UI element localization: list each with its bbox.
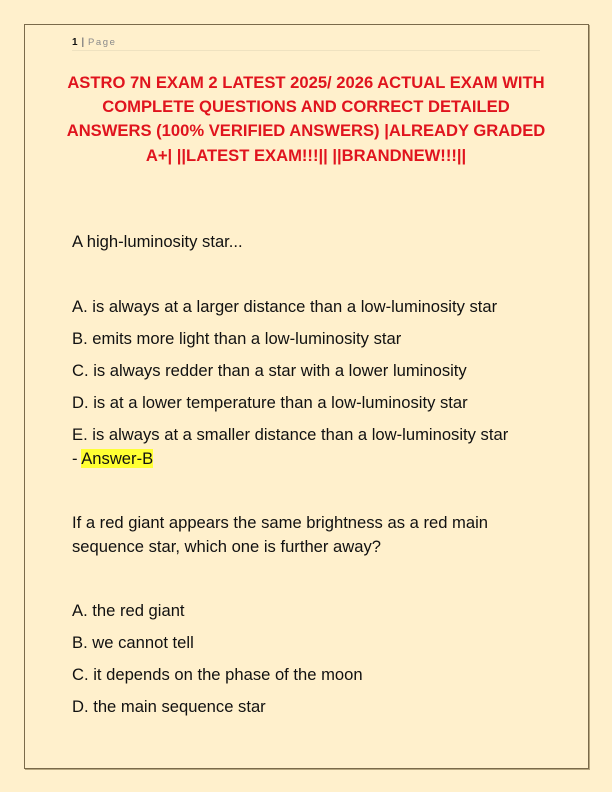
question-2-option-b: B. we cannot tell bbox=[72, 633, 194, 652]
question-1-option-b: B. emits more light than a low-luminosity star bbox=[72, 329, 402, 348]
question-1-option-e bbox=[72, 423, 517, 471]
question-1-stem: A high-luminosity star... bbox=[72, 232, 243, 251]
question-2-option-a: A. the red giant bbox=[72, 601, 185, 620]
question-1-option-d: D. is at a lower temperature than a low-luminosity star bbox=[72, 393, 468, 412]
header-separator: | bbox=[81, 37, 85, 48]
question-1-option-c: C. is always redder than a star with a lower luminosity bbox=[72, 361, 467, 380]
answer-highlight: Answer-B bbox=[81, 449, 154, 468]
page-number: 1 bbox=[72, 37, 78, 48]
document-title: ASTRO 7N EXAM 2 LATEST 2025/ 2026 ACTUAL EXAM WITH COMPLETE QUESTIONS AND CORRECT DETAILED ANSWERS (100% VERIFIED ANSWERS) |ALREADY GRADED A+| ||LATEST EXAM!!!|| ||BRANDNEW!!!|| bbox=[66, 73, 546, 165]
page-label: Page bbox=[87, 37, 117, 48]
page-header bbox=[72, 36, 540, 51]
question-2-stem: If a red giant appears the same brightness as a red main sequence star, which one is further away? bbox=[72, 513, 489, 556]
question-2-option-d: D. the main sequence star bbox=[72, 697, 266, 716]
question-1-option-e-text: E. is always at a smaller distance than a low-luminosity star - bbox=[72, 425, 509, 468]
question-1-option-a: A. is always at a larger distance than a low-luminosity star bbox=[72, 297, 498, 316]
question-2-option-c: C. it depends on the phase of the moon bbox=[72, 665, 363, 684]
